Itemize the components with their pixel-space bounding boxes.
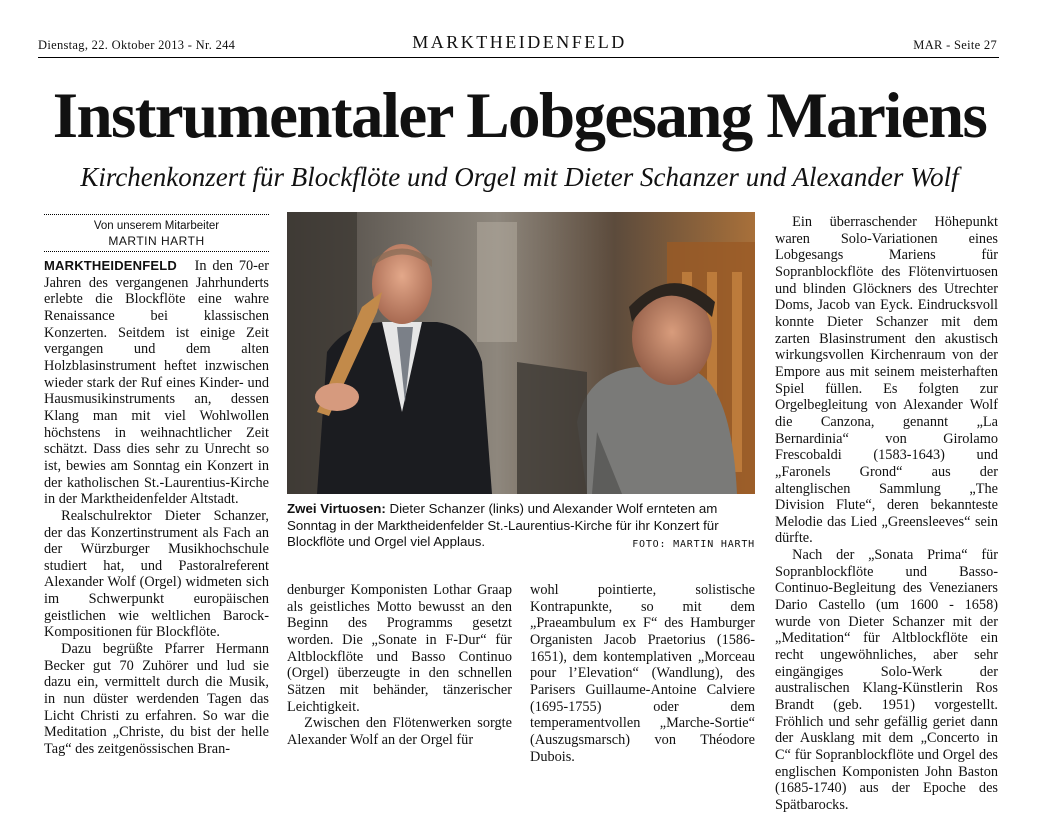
article-column-1 bbox=[44, 258, 269, 758]
photo-caption bbox=[287, 501, 755, 554]
article-column-4 bbox=[775, 214, 998, 814]
paragraph: Dazu begrüßte Pfarrer Hermann Becker gut 70 Zuhörer und lud sie dazu ein, vermittelt durch die Musik, in nun düster werdenden Tagen das Licht Christi zu erfahren. So war die Meditation „Christe, du bist der helle Tag“ des zeitgenössischen Bran- bbox=[44, 641, 269, 758]
byline-author: MARTIN HARTH bbox=[108, 234, 205, 248]
dateline: MARKTHEIDENFELD bbox=[44, 258, 177, 273]
paragraph: Nach der „Sonata Prima“ für Sopranblockflöte und Basso-Continuo-Begleitung des Venezianers Dario Castello (um 1600 - 1658) wurde von Dieter Schanzer mit der „Meditation“ für Altblockflöte ein recht ungewöhnliches, aber sehr eingängiges Solo-Werk der australischen Klang-Künstlerin Ros Brandt (geb. 1951) vorgestellt. Fröhlich und sehr gefällig geriet dann der Ausklang mit dem „Concerto in C“ für Sopranblockflöte und Orgel des englischen Komponisten John Baston (1685-1740) aus der Epoche des Spätbarocks. bbox=[775, 547, 998, 813]
byline-prefix: Von unserem Mitarbeiter bbox=[93, 220, 220, 232]
article-column-2 bbox=[287, 582, 512, 749]
header-rule bbox=[38, 57, 999, 58]
header-date: Dienstag, 22. Oktober 2013 - Nr. 244 bbox=[38, 38, 236, 52]
caption-lead: Zwei Virtuosen: bbox=[287, 501, 386, 516]
article-column-3 bbox=[530, 582, 755, 765]
section-title: MARKTHEIDENFELD bbox=[412, 32, 627, 52]
caption-text: Dieter Schanzer (links) und Alexander Wolf ernteten am Sonntag in der Marktheidenfelder St.-Laurentius-Kirche für ihr Konzert für Blockflöte und Orgel viel Applaus. bbox=[287, 501, 719, 549]
article-photo bbox=[287, 212, 755, 494]
paragraph-text: In den 70-er Jahren des vergangenen Jahrhunderts erlebte die Blockflöte eine wahre Renaissance bei klassischen Konzerten. Seitdem ist einige Zeit vergangen und dem alten Holzblasinstrument heftet inzwischen wieder stark der Ruf eines Kinder- und Hausmusikinstruments an, dessen Klang man mit viel Wohlwollen höchstens in weihnachtlicher Zeit schätzt. Dass dies sehr zu Unrecht so ist, bewies am Sonntag ein Konzert in der katholischen St.-Laurentius-Kirche in der Marktheidenfelder Altstadt. bbox=[44, 258, 269, 508]
byline-top-rule bbox=[44, 214, 269, 215]
paragraph: Realschulrektor Dieter Schanzer, der das Konzertinstrument als Fach an der Würzburger Musikhochschule studiert hat, und Pastoralreferent Alexander Wolf (Orgel) widmeten sich im Schwerpunkt europäischen geistlichen wie weltlichen Barock-Kompositionen für Blockflöte. bbox=[44, 507, 269, 641]
paragraph bbox=[44, 258, 269, 508]
subheadline: Kirchenkonzert für Blockflöte und Orgel mit Dieter Schanzer und Alexander Wolf bbox=[80, 162, 959, 192]
paragraph: wohl pointierte, solistische Kontrapunkte, so mit dem „Praeambulum ex F“ des Hamburger Organisten Jacob Praetorius (1586-1651), dem kontemplativen „Morceau pour l’Elevation“ (Wandlung), des Parisers Guillaume-Antoine Calviere (1695-1755) oder dem temperamentvollen „Marche-Sortie“ (Auszugsmarsch) von Théodore Dubois. bbox=[530, 582, 755, 765]
byline-bottom-rule bbox=[44, 251, 269, 252]
headline: Instrumentaler Lobgesang Mariens bbox=[52, 80, 987, 152]
paragraph: Zwischen den Flötenwerken sorgte Alexander Wolf an der Orgel für bbox=[287, 715, 512, 748]
paragraph: Ein überraschender Höhepunkt waren Solo-Variationen eines Lobgesangs Mariens für Sopranblockflöte des Flötenvirtuosen und blinden Glöckners des Utrechter Doms, Jacob van Eyck. Eindrucksvoll konnte Dieter Schanzer mit dem zarten Blasinstrument den akustisch wirkungsvollen Kirchenraum von der Empore aus mit seinem meisterhaften Spiel füllen. Es folgten zur Orgelbegleitung von Alexander Wolf die Canzona, genannt „La Bernardinia“ von Girolamo Frescobaldi (1583-1643) und „Faronels Grond“ aus der altenglischen Sammlung „The Division Flute“, deren bekannteste Melodie das Lied „Greensleeves“ sein dürfte. bbox=[775, 214, 998, 547]
photo-credit: FOTO: MARTIN HARTH bbox=[632, 539, 755, 550]
paragraph: denburger Komponisten Lothar Graap als geistliches Motto bewusst an den Beginn des Programms gesetzt worden. Die „Sonate in F-Dur“ für Altblockflöte und Basso Continuo (Orgel) überzeugte in den schnellen Sätzen mit behänder, tänzerischer Leichtigkeit. bbox=[287, 582, 512, 715]
page-number: MAR - Seite 27 bbox=[913, 38, 997, 52]
